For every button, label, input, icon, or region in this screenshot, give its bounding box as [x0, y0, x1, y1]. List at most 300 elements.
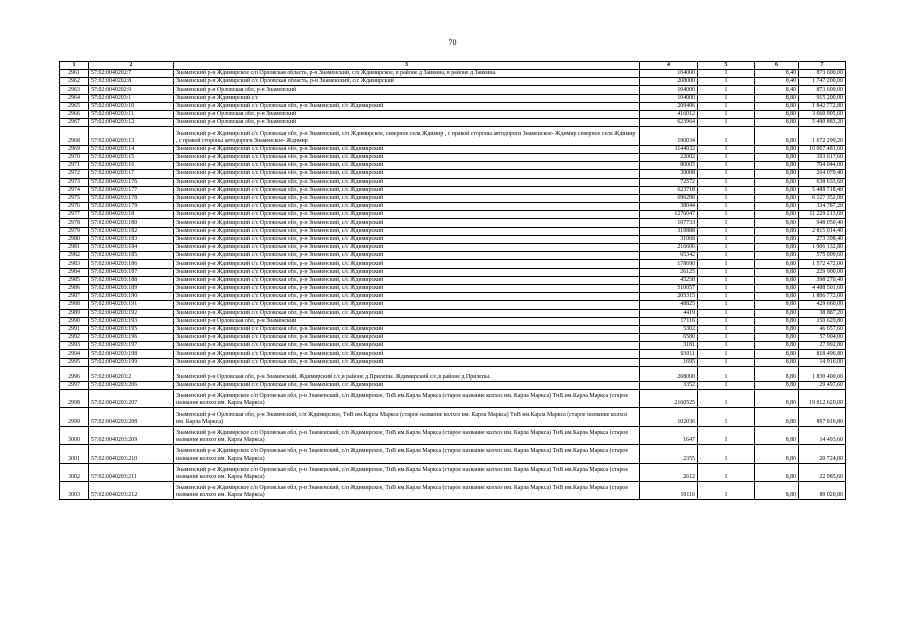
row-number: 3001: [60, 445, 89, 463]
table-row: [60, 381, 846, 389]
cadastral-number: 57:02:0040203:190: [89, 293, 174, 301]
address-cell: Знаменский р-н Ждимирский с/с Орловская обл, р-н Знаменский, с/с Ждимирский: [174, 358, 640, 366]
area-cell: 93011: [640, 350, 698, 358]
amount-cell: 229 900,00: [799, 268, 846, 276]
row-number: 2985: [60, 276, 89, 284]
amount-cell: 273 398,40: [799, 235, 846, 243]
amount-cell: 14 916,00: [799, 358, 846, 366]
coefficient-cell: 1: [698, 178, 755, 186]
table-row: [60, 194, 846, 202]
row-number: 2969: [60, 145, 89, 153]
table-row: [60, 317, 846, 325]
cadastral-number: 57:02:0040203:185: [89, 252, 174, 260]
amount-cell: 4 488 501,60: [799, 284, 846, 292]
area-cell: 22002: [640, 153, 698, 161]
coefficient-cell: 1: [698, 260, 755, 268]
row-number: 2965: [60, 102, 89, 110]
amount-cell: 89 020,80: [799, 481, 846, 499]
row-number: 2990: [60, 317, 89, 325]
address-cell: Знаменский р-н Ждимирский с/с Орловская обл, р-н Знаменский, с/с Ждимирский: [174, 170, 640, 178]
coefficient-cell: 1: [698, 381, 755, 389]
address-cell: Знаменский р-н Ждимирский с/с Орловская обл, р-н Знаменский, с/с Ждимирский: [174, 162, 640, 170]
address-cell: Знаменский р-н Орловская обл, р-н Знаменский: [174, 119, 640, 127]
address-cell: Знаменский р-н Ждимирское с/п Орловская обл, р-н Знаменский, с/п Ждимирское, ТнВ им.Карла Маркса (старое название колхоз им. Карла Маркса) ТнВ им.Карла Маркса (старое название колхоз им. Карла Маркса): [174, 390, 640, 408]
cadastral-number: 57:02:0040203:182: [89, 227, 174, 235]
cadastral-number: 57:02:0040202:9: [89, 86, 174, 94]
area-cell: 104000: [640, 70, 698, 78]
address-cell: Знаменский р-н Ждимирский с/с Орловская обл, р-н Знаменский, с/с Ждимирский: [174, 211, 640, 219]
coefficient-cell: 1: [698, 145, 755, 153]
table-row: [60, 227, 846, 235]
address-cell: Знаменский р-н Ждимирский с/с Орловская обл, р-н Знаменский, с/с Ждимирский: [174, 268, 640, 276]
row-number: 2989: [60, 309, 89, 317]
amount-cell: 2 815 014,40: [799, 227, 846, 235]
rate-cell: 8,80: [755, 390, 799, 408]
page-number: 70: [448, 38, 457, 47]
row-number: 2967: [60, 119, 89, 127]
amount-cell: 1 906 132,80: [799, 244, 846, 252]
rate-cell: 8,80: [755, 102, 799, 110]
amount-cell: 150 620,80: [799, 317, 846, 325]
table-row: [60, 276, 846, 284]
amount-cell: 46 657,60: [799, 325, 846, 333]
coefficient-cell: 1: [698, 119, 755, 127]
cadastral-number: 57:02:0040203:178: [89, 194, 174, 202]
cadastral-number: 57:02:0040203:197: [89, 342, 174, 350]
table-row: [60, 162, 846, 170]
coefficient-cell: 1: [698, 445, 755, 463]
address-cell: Знаменский р-н Ждимирское с/п Орловская обл, р-н Знаменский, с/п Ждимирское, ТнВ им.Карла Маркса (старое название колхоз им. Карла Маркса) ТнВ им.Карла Маркса (старое название колхоз им. Карла Маркса): [174, 481, 640, 499]
amount-cell: 193 617,60: [799, 153, 846, 161]
cadastral-number: 57:02:0040203:210: [89, 445, 174, 463]
rate-cell: 8,80: [755, 366, 799, 381]
area-cell: 2612: [640, 463, 698, 481]
address-cell: Знаменский р-н Ждимирский с/с Орловская обл, р-н Знаменский, с/с Ждимирский: [174, 284, 640, 292]
coefficient-cell: 1: [698, 284, 755, 292]
amount-cell: 1 842 772,80: [799, 102, 846, 110]
table-row: [60, 366, 846, 381]
amount-cell: 873 600,00: [799, 70, 846, 78]
amount-cell: 11 229 213,60: [799, 211, 846, 219]
area-cell: 65342: [640, 252, 698, 260]
area-cell: 696290: [640, 194, 698, 202]
area-cell: 416012: [640, 111, 698, 119]
row-number: 2977: [60, 211, 89, 219]
amount-cell: 22 985,60: [799, 463, 846, 481]
rate-cell: 8,80: [755, 350, 799, 358]
area-cell: 623718: [640, 186, 698, 194]
cadastral-number: 57:02:0040203:193: [89, 317, 174, 325]
coefficient-cell: 1: [698, 203, 755, 211]
table-row: [60, 178, 846, 186]
rate-cell: 8,80: [755, 408, 799, 426]
row-number: 2997: [60, 381, 89, 389]
table-row: [60, 463, 846, 481]
area-cell: 178690: [640, 260, 698, 268]
address-cell: Знаменский р-н Ждимирский с/с Орловская обл, р-н Знаменский, с/с Ждимирский: [174, 293, 640, 301]
header-cell: 3: [174, 62, 640, 70]
cadastral-number: 57:02:0040203:211: [89, 463, 174, 481]
address-cell: Знаменский р-н Ждимирский с/с Орловская обл, р-н Знаменский, с/с Ждимирский: [174, 178, 640, 186]
area-cell: 45258: [640, 276, 698, 284]
area-cell: 6580: [640, 334, 698, 342]
address-cell: Знаменский р-н Ждимирский с/с Орловская обл, р-н Знаменский, с/с Ждимирский: [174, 350, 640, 358]
cadastral-number: 57:02:0040203:188: [89, 276, 174, 284]
row-number: 2966: [60, 111, 89, 119]
amount-cell: 27 992,80: [799, 342, 846, 350]
table-row: [60, 268, 846, 276]
cadastral-number: 57:02:0040203:184: [89, 244, 174, 252]
rate-cell: 8,80: [755, 268, 799, 276]
amount-cell: 264 070,40: [799, 170, 846, 178]
row-number: 2972: [60, 170, 89, 178]
row-number: 3000: [60, 426, 89, 444]
area-cell: 107733: [640, 219, 698, 227]
row-number: 3003: [60, 481, 89, 499]
row-number: 2993: [60, 342, 89, 350]
address-cell: Знаменский р-н Ждимирский с/с Орловская обл, р-н Знаменский, с/с Ждимирский: [174, 260, 640, 268]
cadastral-number: 57:02:0040203:2: [89, 366, 174, 381]
area-cell: 48825: [640, 301, 698, 309]
address-cell: Знаменский р-н Ждимирский с/с Орловская обл, р-н Знаменский, с/с Ждимирский: [174, 276, 640, 284]
rate-cell: 8,80: [755, 178, 799, 186]
cadastral-number: 57:02:0040203:189: [89, 284, 174, 292]
table-row: [60, 301, 846, 309]
coefficient-cell: 1: [698, 70, 755, 78]
table-row: [60, 481, 846, 499]
amount-cell: 57 904,00: [799, 334, 846, 342]
coefficient-cell: 1: [698, 309, 755, 317]
amount-cell: 334 787,20: [799, 203, 846, 211]
amount-cell: 429 660,00: [799, 301, 846, 309]
address-cell: Знаменский р-н Ждимирский с/с Орловская обл, р-н Знаменский, с/с Ждимирский: [174, 309, 640, 317]
coefficient-cell: 1: [698, 276, 755, 284]
coefficient-cell: 1: [698, 111, 755, 119]
coefficient-cell: 1: [698, 78, 755, 86]
table-row: [60, 445, 846, 463]
row-number: 2995: [60, 358, 89, 366]
rate-cell: 8,80: [755, 194, 799, 202]
area-cell: 205315: [640, 293, 698, 301]
coefficient-cell: 1: [698, 252, 755, 260]
cadastral-number: 57:02:0040203:206: [89, 381, 174, 389]
address-cell: Знаменский р-н Ждимирское с/п Орловская обл, р-н Знаменский, с/п Ждимирское, ТнВ им.Карла Маркса (старое название колхоз им. Карла Маркса) ТнВ им.Карла Маркса (старое название колхоз им. Карла Маркса): [174, 445, 640, 463]
address-cell: Знаменский р-н Ждимирское с/п Орловская область, р-н Знаменский, с/п Ждимирское, в районе д Заикина, в районе д Заикина.: [174, 70, 640, 78]
area-cell: 10116: [640, 481, 698, 499]
coefficient-cell: 1: [698, 186, 755, 194]
area-cell: 4419: [640, 309, 698, 317]
area-cell: 30008: [640, 170, 698, 178]
cadastral-number: 57:02:0040203:180: [89, 219, 174, 227]
coefficient-cell: 1: [698, 227, 755, 235]
table-row: [60, 426, 846, 444]
area-cell: 104000: [640, 94, 698, 102]
area-cell: 1695: [640, 358, 698, 366]
row-number: 2987: [60, 293, 89, 301]
address-cell: Знаменский р-н Ждимирский с/с Орловская область, р-н Знаменский, с/с Ждимирский: [174, 78, 640, 86]
coefficient-cell: 1: [698, 293, 755, 301]
cadastral-number: 57:02:0040203:1: [89, 94, 174, 102]
header-cell: 1: [60, 62, 89, 70]
area-cell: 80005: [640, 162, 698, 170]
coefficient-cell: 1: [698, 211, 755, 219]
rate-cell: 8,80: [755, 426, 799, 444]
rate-cell: 8,80: [755, 317, 799, 325]
rate-cell: 8,80: [755, 260, 799, 268]
table-row: [60, 235, 846, 243]
row-number: 2991: [60, 325, 89, 333]
table-row: [60, 309, 846, 317]
amount-cell: 638 633,60: [799, 178, 846, 186]
area-cell: 104000: [640, 86, 698, 94]
cadastral-number: 57:02:0040203:18: [89, 211, 174, 219]
table-row: [60, 119, 846, 127]
cadastral-number: 57:02:0040203:191: [89, 301, 174, 309]
cadastral-number: 57:02:0040203:12: [89, 119, 174, 127]
amount-cell: 818 496,80: [799, 350, 846, 358]
area-cell: 1276047: [640, 211, 698, 219]
row-number: 3002: [60, 463, 89, 481]
coefficient-cell: 1: [698, 426, 755, 444]
area-cell: 216606: [640, 244, 698, 252]
address-cell: Знаменский р-н Ждимирский с/с Орловская обл, р-н Знаменский, с/с Ждимирский: [174, 102, 640, 110]
amount-cell: 3 660 905,60: [799, 111, 846, 119]
table-row: [60, 145, 846, 153]
area-cell: 17116: [640, 317, 698, 325]
rate-cell: 8,80: [755, 301, 799, 309]
rate-cell: 8,80: [755, 463, 799, 481]
address-cell: Знаменский р-н Орловская обл, р-н Знаменский: [174, 86, 640, 94]
row-number: 2963: [60, 86, 89, 94]
header-cell: 2: [89, 62, 174, 70]
address-cell: Знаменский р-н Ждимирский с/с Орловская обл, р-н Знаменский, с/с Ждимирский: [174, 244, 640, 252]
coefficient-cell: 1: [698, 153, 755, 161]
table-row: [60, 358, 846, 366]
cadastral-number: 57:02:0040203:198: [89, 350, 174, 358]
area-cell: 31068: [640, 235, 698, 243]
amount-cell: 5 488 718,40: [799, 186, 846, 194]
amount-cell: 38 887,20: [799, 309, 846, 317]
table-row: [60, 219, 846, 227]
rate-cell: 8,80: [755, 127, 799, 145]
table-row: [60, 342, 846, 350]
table-body: [60, 70, 846, 500]
cadastral-number: 57:02:0040203:186: [89, 260, 174, 268]
rate-cell: 8,80: [755, 94, 799, 102]
coefficient-cell: 1: [698, 481, 755, 499]
row-number: 2999: [60, 408, 89, 426]
amount-cell: 1 747 200,00: [799, 78, 846, 86]
row-number: 2962: [60, 78, 89, 86]
row-number: 2971: [60, 162, 89, 170]
area-cell: 209406: [640, 102, 698, 110]
rate-cell: 8,80: [755, 219, 799, 227]
cadastral-number: 57:02:0040203:196: [89, 334, 174, 342]
row-number: 2968: [60, 127, 89, 145]
row-number: 2973: [60, 178, 89, 186]
cadastral-number: 57:02:0040203:17: [89, 170, 174, 178]
address-cell: Знаменский р-н Ждимирский с/с Орловская обл, р-н Знаменский, с/с Ждимирский: [174, 334, 640, 342]
amount-cell: 14 493,60: [799, 426, 846, 444]
table-row: [60, 260, 846, 268]
coefficient-cell: 1: [698, 219, 755, 227]
table-header: [60, 62, 846, 70]
cadastral-number: 57:02:0040203:15: [89, 153, 174, 161]
coefficient-cell: 1: [698, 334, 755, 342]
cadastral-number: 57:02:0040203:209: [89, 426, 174, 444]
rate-cell: 8,80: [755, 153, 799, 161]
address-cell: Знаменский р-н Ждимирский с/с Орловская обл, р-н Знаменский, с/с Ждимирский: [174, 203, 640, 211]
area-cell: 190034: [640, 127, 698, 145]
address-cell: Знаменский р-н Ждимирский с/с Орловская обл, р-н Знаменский, с/с Ждимирский: [174, 381, 640, 389]
rate-cell: 8,80: [755, 252, 799, 260]
area-cell: 2160525: [640, 390, 698, 408]
coefficient-cell: 1: [698, 94, 755, 102]
cadastral-number: 57:02:0040203:195: [89, 325, 174, 333]
area-cell: 208000: [640, 78, 698, 86]
address-cell: Знаменский р-н Ждимирский с/с Орловская обл, р-н Знаменский, с/с Ждимирский: [174, 342, 640, 350]
address-cell: Знаменский р-н Ждимирский с/с Орловская обл, р-н Знаменский, с/п Ждимирское, северное села Ждимир , с правой стороны автодороги Знаменское- Ждимир северное села Ждимир , с правой стороны автодороги Знаменское- Ждимир: [174, 127, 640, 145]
row-number: 2961: [60, 70, 89, 78]
table-row: [60, 293, 846, 301]
area-cell: 2355: [640, 445, 698, 463]
area-cell: 3181: [640, 342, 698, 350]
coefficient-cell: 1: [698, 408, 755, 426]
header-cell: 6: [755, 62, 799, 70]
address-cell: Знаменский р-н Ждимирский с/с Орловская обл, р-н Знаменский, с/с Ждимирский: [174, 145, 640, 153]
amount-cell: 915 200,00: [799, 94, 846, 102]
row-number: 2984: [60, 268, 89, 276]
amount-cell: 1 572 472,00: [799, 260, 846, 268]
coefficient-cell: 1: [698, 358, 755, 366]
rate-cell: 8,80: [755, 284, 799, 292]
address-cell: Знаменский р-н Ждимирский с/с Орловская обл, р-н Знаменский, с/с Ждимирский: [174, 325, 640, 333]
cadastral-number: 57:02:0040203:177: [89, 186, 174, 194]
cadastral-number: 57:02:0040203:14: [89, 145, 174, 153]
row-number: 2982: [60, 252, 89, 260]
coefficient-cell: 1: [698, 366, 755, 381]
table-row: [60, 70, 846, 78]
rate-cell: 8,80: [755, 293, 799, 301]
cadastral-number: 57:02:0040203:208: [89, 408, 174, 426]
area-cell: 319888: [640, 227, 698, 235]
address-cell: Знаменский р-н Ждимирский с/с Орловская обл, р-н Знаменский, с/с Ждимирский: [174, 301, 640, 309]
cadastral-number: 57:02:0040202:8: [89, 78, 174, 86]
cadastral-number: 57:02:0040203:179: [89, 203, 174, 211]
amount-cell: 1 806 772,00: [799, 293, 846, 301]
table-row: [60, 203, 846, 211]
amount-cell: 873 600,00: [799, 86, 846, 94]
rate-cell: 8,80: [755, 111, 799, 119]
coefficient-cell: 1: [698, 162, 755, 170]
coefficient-cell: 1: [698, 463, 755, 481]
address-cell: Знаменский р-н Орловская обл, р-н Знаменский, с/п Ждимирское, ТнВ им.Карла Маркса (старое название колхоз им. Карла Маркса) ТнВ им.Карла Маркса (старое название колхоз им. Карла Маркса): [174, 408, 640, 426]
address-cell: Знаменский р-н Ждимирский с/с Орловская обл, р-н Знаменский, с/с Ждимирский: [174, 227, 640, 235]
rate-cell: 8,80: [755, 276, 799, 284]
cadastral-number: 57:02:0040203:212: [89, 481, 174, 499]
cadastral-number: 57:02:0040203:187: [89, 268, 174, 276]
coefficient-cell: 1: [698, 325, 755, 333]
table-row: [60, 334, 846, 342]
table-row: [60, 350, 846, 358]
cadastral-number: 57:02:0040203:10: [89, 102, 174, 110]
area-cell: 1144032: [640, 145, 698, 153]
table-row: [60, 86, 846, 94]
rate-cell: 8,80: [755, 244, 799, 252]
row-number: 2998: [60, 390, 89, 408]
rate-cell: 8,40: [755, 70, 799, 78]
address-cell: Знаменский р-н Орловская обл, р-н Знаменский: [174, 111, 640, 119]
amount-cell: 398 270,40: [799, 276, 846, 284]
coefficient-cell: 1: [698, 350, 755, 358]
area-cell: 3352: [640, 381, 698, 389]
table-row: [60, 244, 846, 252]
amount-cell: 1 672 299,20: [799, 127, 846, 145]
rate-cell: 8,80: [755, 342, 799, 350]
row-number: 2976: [60, 203, 89, 211]
area-cell: 208000: [640, 366, 698, 381]
table-row: [60, 408, 846, 426]
registry-table: [59, 61, 846, 500]
rate-cell: 8,80: [755, 325, 799, 333]
address-cell: Знаменский р-н Ждимирский с/с Орловская обл, р-н Знаменский, с/с Ждимирский: [174, 153, 640, 161]
header-cell: 4: [640, 62, 698, 70]
table-row: [60, 284, 846, 292]
area-cell: 5302: [640, 325, 698, 333]
row-number: 2981: [60, 244, 89, 252]
rate-cell: 8,80: [755, 358, 799, 366]
row-number: 2964: [60, 94, 89, 102]
row-number: 2988: [60, 301, 89, 309]
rate-cell: 8,80: [755, 235, 799, 243]
table-row: [60, 252, 846, 260]
row-number: 2975: [60, 194, 89, 202]
row-number: 2978: [60, 219, 89, 227]
cadastral-number: 57:02:0040203:13: [89, 127, 174, 145]
amount-cell: 29 497,60: [799, 381, 846, 389]
area-cell: 102036: [640, 408, 698, 426]
cadastral-number: 57:02:0040203:11: [89, 111, 174, 119]
area-cell: 38044: [640, 203, 698, 211]
table-row: [60, 186, 846, 194]
amount-cell: 6 127 352,00: [799, 194, 846, 202]
address-cell: Знаменский р-н Ждимирский с/с Орловская обл, р-н Знаменский, с/с Ждимирский: [174, 219, 640, 227]
coefficient-cell: 1: [698, 194, 755, 202]
header-row: [60, 62, 846, 70]
rate-cell: 8,80: [755, 203, 799, 211]
row-number: 2980: [60, 235, 89, 243]
rate-cell: 8,80: [755, 162, 799, 170]
coefficient-cell: 1: [698, 268, 755, 276]
table-row: [60, 127, 846, 145]
rate-cell: 8,80: [755, 481, 799, 499]
header-cell: 5: [698, 62, 755, 70]
amount-cell: 1 830 400,00: [799, 366, 846, 381]
rate-cell: 8,40: [755, 78, 799, 86]
rate-cell: 8,80: [755, 381, 799, 389]
cadastral-number: 57:02:0040203:176: [89, 178, 174, 186]
table-row: [60, 94, 846, 102]
coefficient-cell: 1: [698, 102, 755, 110]
amount-cell: 5 490 883,20: [799, 119, 846, 127]
amount-cell: 704 044,00: [799, 162, 846, 170]
address-cell: Знаменский р-н Ждимирский с/с Орловская обл, р-н Знаменский, с/с Ждимирский: [174, 194, 640, 202]
address-cell: Знаменский р-н Орловская обл, р-н Знаменский, Ждимирский с/с,в районе д.Прилепы. Ждимирский с/с,в районе д.Прилепы.: [174, 366, 640, 381]
coefficient-cell: 1: [698, 301, 755, 309]
coefficient-cell: 1: [698, 342, 755, 350]
amount-cell: 20 724,00: [799, 445, 846, 463]
row-number: 2970: [60, 153, 89, 161]
